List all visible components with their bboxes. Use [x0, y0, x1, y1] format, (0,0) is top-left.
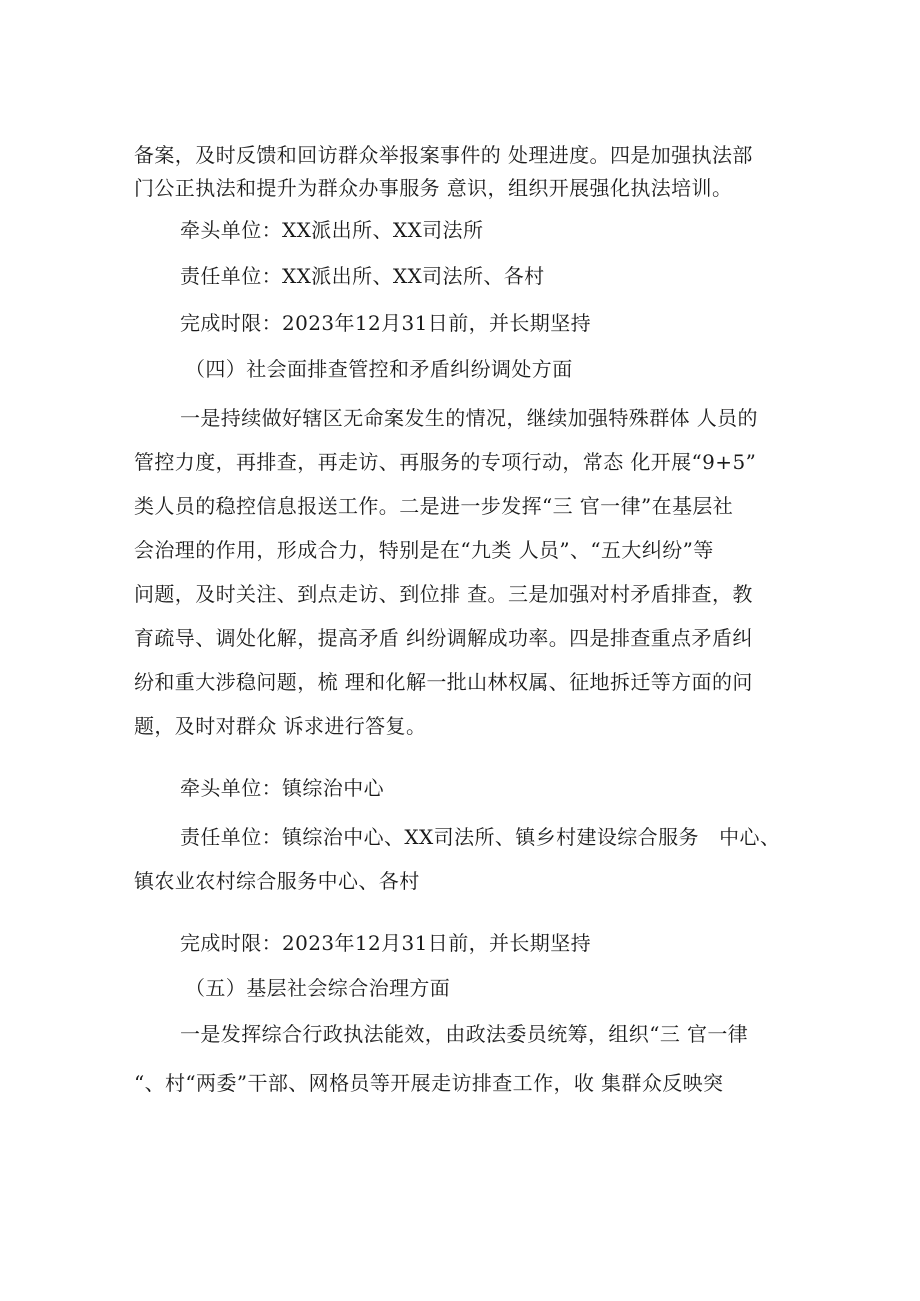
responsible-unit-line: 责任单位：镇综治中心、XX司法所、镇乡村建设综合服务 中心、	[180, 825, 781, 849]
deadline-line: 完成时限：2023年12月31日前，并长期坚持	[180, 931, 591, 955]
body-text-line: 一是持续做好辖区无命案发生的情况，继续加强特殊群体 人员的	[180, 406, 758, 430]
body-text-line: 管控力度，再排查，再走访、再服务的专项行动，常态 化开展“9+5”	[134, 450, 757, 474]
body-text-line: 一是发挥综合行政执法能效，由政法委员统筹，组织“三 官一律	[180, 1022, 749, 1046]
body-text-line: 门公正执法和提升为群众办事服务 意识，组织开展强化执法培训。	[134, 176, 733, 200]
body-text-line: “、村“两委”干部、网格员等开展走访排查工作，收 集群众反映突	[134, 1071, 724, 1095]
body-text-line: 育疏导、调处化解，提高矛盾 纠纷调解成功率。四是排查重点矛盾纠	[134, 626, 753, 650]
body-text-line: 纷和重大涉稳问题，梳 理和化解一批山林权属、征地拆迁等方面的问	[134, 670, 753, 694]
body-text-line: 题，及时对群众 诉求进行答复。	[134, 714, 427, 738]
deadline-line: 完成时限：2023年12月31日前，并长期坚持	[180, 311, 591, 335]
body-text-line: 会治理的作用，形成合力，特别是在“九类 人员”、“五大纠纷”等	[134, 538, 714, 562]
section-heading: （四）社会面排查管控和矛盾纠纷调处方面	[185, 357, 573, 381]
body-text-line: 备案，及时反馈和回访群众举报案事件的 处理进度。四是加强执法部	[134, 143, 753, 167]
responsible-unit-line: 责任单位：XX派出所、XX司法所、各村	[180, 264, 545, 288]
body-text-line: 问题，及时关注、到点走访、到位排 查。三是加强对村矛盾排查，教	[134, 582, 753, 606]
responsible-unit-line-continued: 镇农业农村综合服务中心、各村	[134, 869, 420, 893]
lead-unit-line: 牵头单位：XX派出所、XX司法所	[180, 218, 484, 242]
body-text-line: 类人员的稳控信息报送工作。二是进一步发挥“三 官一律”在基层社	[134, 494, 734, 518]
section-heading: （五）基层社会综合治理方面	[185, 976, 451, 1000]
lead-unit-line: 牵头单位：镇综治中心	[180, 776, 384, 800]
